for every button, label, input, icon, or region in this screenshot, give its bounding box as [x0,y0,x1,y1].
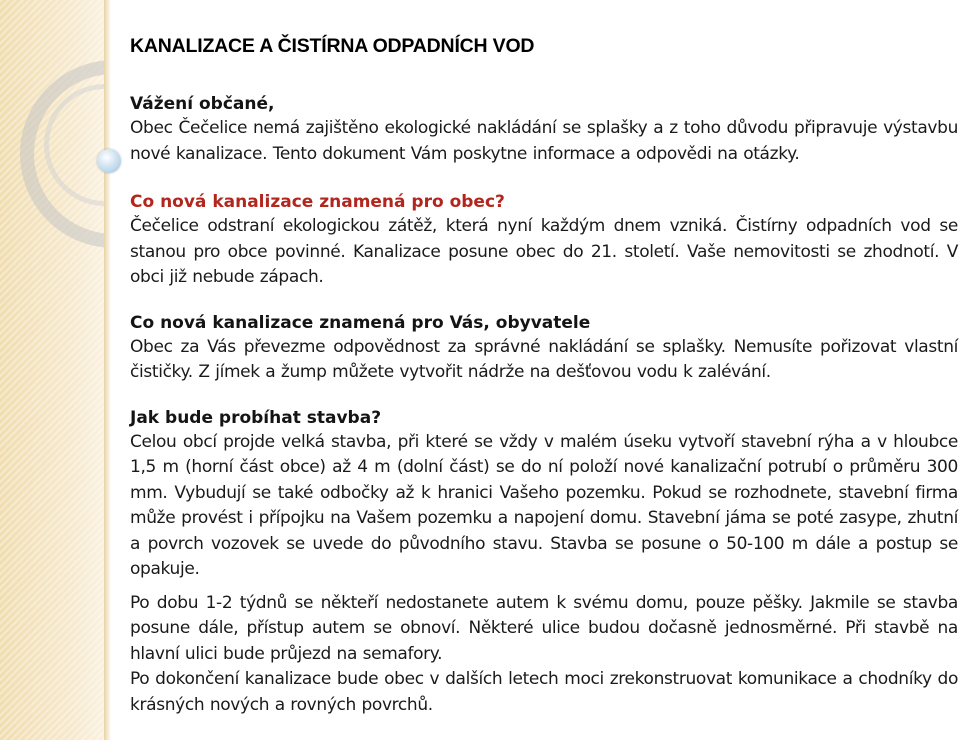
document-body [130,34,958,718]
section-paragraph: Celou obcí projde velká stavba, při které se vždy v malém úseku vytvoří stavební rýha a v hloubce 1,5 m (horní část obce) až 4 m (dolní část) se do ní položí nové kanalizační potrubí o průměru 300 mm. Vybudují se také odbočky až k hranici Vašeho pozemku. Pokud se rozhodnete, stavební firma může provést i přípojku na Vašem pozemku a napojení domu. Stavební jáma se poté zasype, zhutní a povrch vozovek se uvede do původního stavu. Stavba se posune o 50-100 m dále a postup se opakuje. [130,431,958,579]
section-paragraph: Obec Čečelice nemá zajištěno ekologické nakládání se splašky a z toho důvodu připravuje výstavbu nové kanalizace. Tento dokument Vám poskytne informace a odpovědi na otázky. [130,118,958,164]
side-panel-edge [104,0,111,740]
section-heading: Jak bude probíhat stavba? [130,407,382,428]
section-paragraph: Po dobu 1-2 týdnů se někteří nedostanete autem k svému domu, pouze pěšky. Jakmile se stavba posune dále, přístup autem se obnoví. Některé ulice budou dočasně jednosměrné. Při stavbě na hlavní ulici bude průjezd na semafory. [130,592,958,664]
section-heading: Co nová kanalizace znamená pro obec? [130,192,505,212]
section-for-municipality [130,190,958,291]
document-title: KANALIZACE A ČISTÍRNA ODPADNÍCH VOD [130,35,535,57]
section-heading: Vážení občané, [130,94,275,114]
section-greeting [130,92,958,167]
section-for-residents [130,311,958,386]
section-construction [130,406,958,719]
section-heading: Co nová kanalizace znamená pro Vás, obyvatele [130,312,591,333]
section-paragraph: Obec za Vás převezme odpovědnost za správné nakládání se splašky. Nemusíte pořizovat vlastní čističky. Z jímek a žump můžete vytvořit nádrže na dešťovou vodu k zalévání. [130,336,958,382]
section-paragraph: Čečelice odstraní ekologickou zátěž, která nyní každým dnem vzniká. Čistírny odpadních vod se stanou pro obce povinné. Kanalizace posune obec do 21. století. Vaše nemovitosti se zhodnotí. V obci již nebude zápach. [130,216,958,287]
decorative-side-panel [0,0,110,740]
section-paragraph: Po dokončení kanalizace bude obec v dalších letech moci zrekonstruovat komunikace a chodníky do krásných nových a rovných povrchů. [130,669,958,715]
decorative-dot-icon [97,149,121,173]
